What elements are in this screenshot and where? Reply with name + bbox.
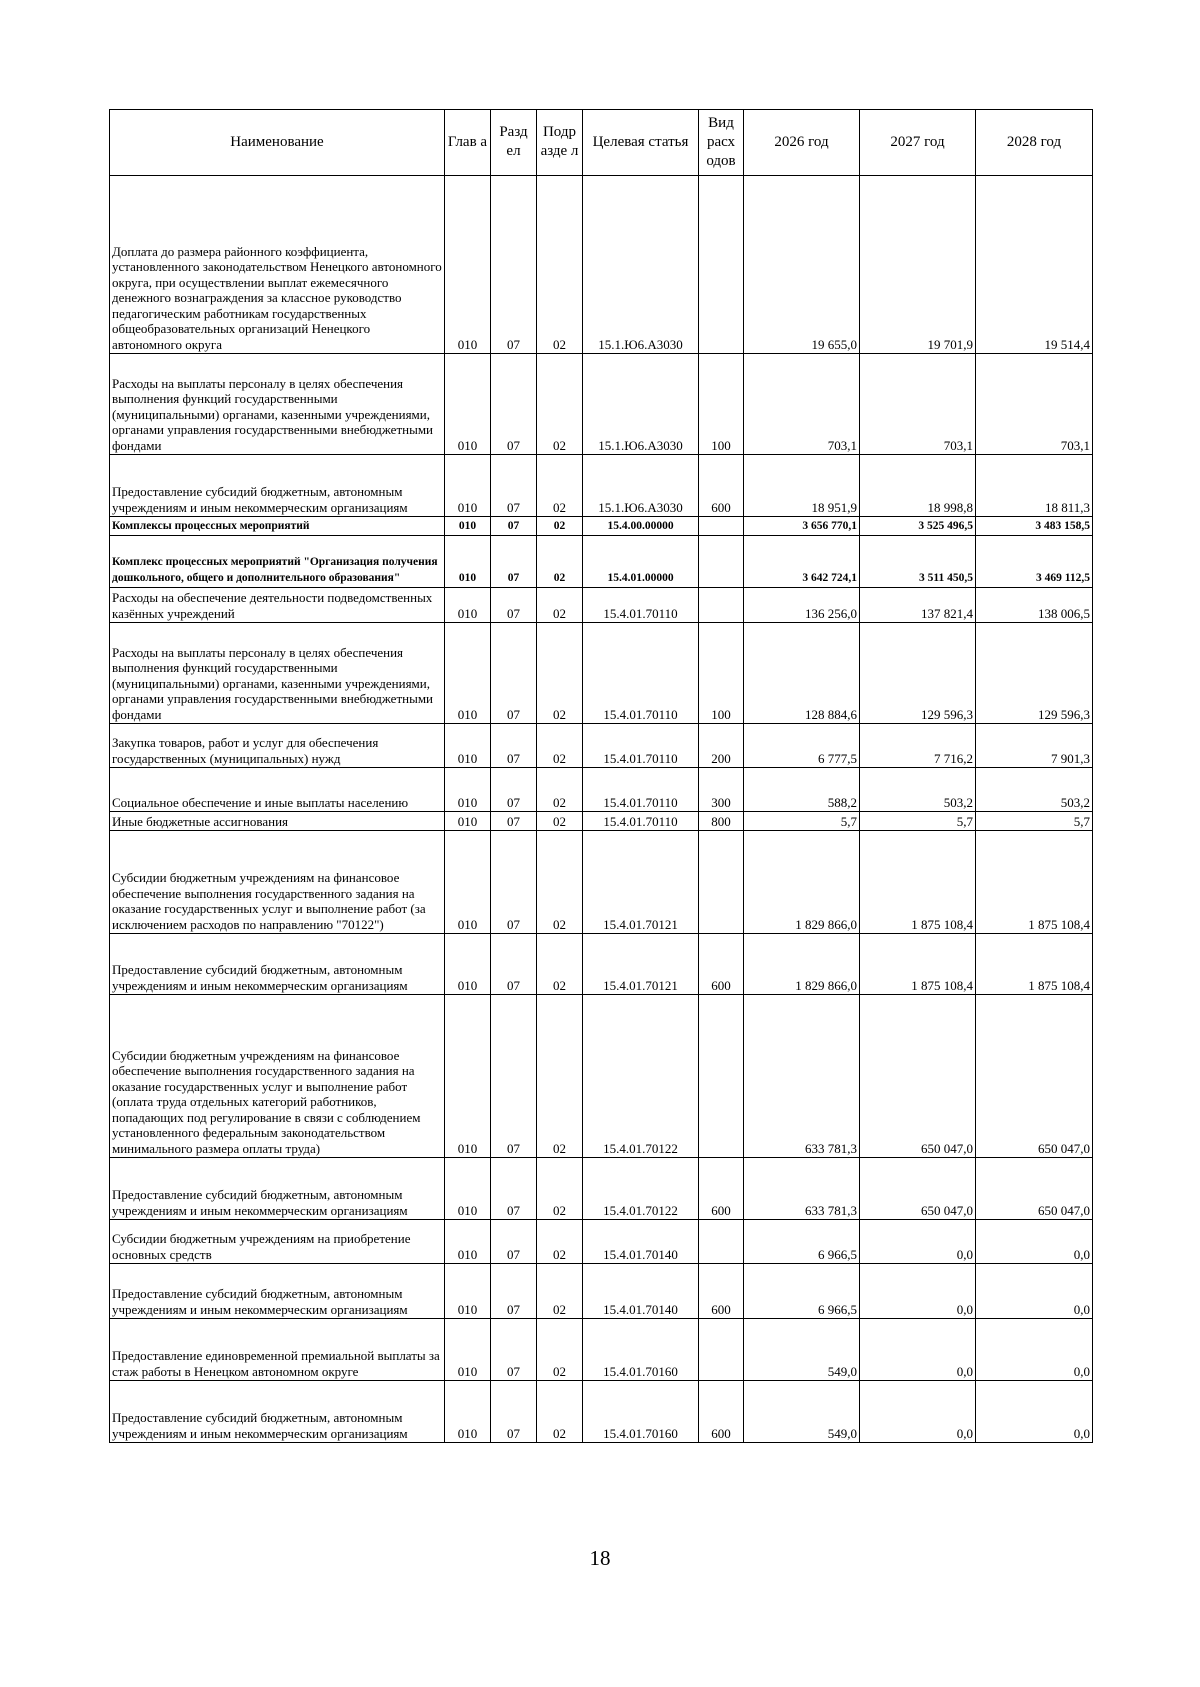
row-value-2027: 0,0: [860, 1319, 976, 1381]
row-name: Предоставление единовременной премиальной выплаты за стаж работы в Ненецком автономном округе: [110, 1319, 445, 1381]
row-value-2027: 0,0: [860, 1381, 976, 1443]
row-glava: 010: [445, 1220, 491, 1264]
row-razdel: 07: [491, 455, 537, 517]
row-podrazdel: 02: [537, 1381, 583, 1443]
row-name: Предоставление субсидий бюджетным, автономным учреждениям и иным некоммерческим организациям: [110, 1264, 445, 1319]
row-value-2026: 6 777,5: [744, 724, 860, 768]
row-value-2026: 588,2: [744, 768, 860, 812]
row-name: Комплексы процессных мероприятий: [110, 517, 445, 536]
row-target-article: 15.4.01.70140: [583, 1264, 699, 1319]
row-name: Расходы на выплаты персоналу в целях обеспечения выполнения функций государственными (муниципальными) органами, казенными учреждениями, органами управления государственными внебюджетными фондами: [110, 623, 445, 724]
row-razdel: 07: [491, 1319, 537, 1381]
row-name: Предоставление субсидий бюджетным, автономным учреждениям и иным некоммерческим организациям: [110, 934, 445, 995]
row-value-2028: 0,0: [976, 1319, 1093, 1381]
row-expense-type: [699, 517, 744, 536]
row-glava: 010: [445, 768, 491, 812]
row-expense-type: 600: [699, 934, 744, 995]
table-body: [110, 176, 1093, 1443]
row-razdel: 07: [491, 1381, 537, 1443]
row-value-2026: 633 781,3: [744, 995, 860, 1158]
table-row: [110, 831, 1093, 934]
header-expense-type: Вид расх одов: [699, 110, 744, 176]
row-value-2028: 19 514,4: [976, 176, 1093, 354]
table-row: [110, 934, 1093, 995]
row-razdel: 07: [491, 934, 537, 995]
row-target-article: 15.1.Ю6.А3030: [583, 354, 699, 455]
table-row: [110, 812, 1093, 831]
row-value-2028: 3 469 112,5: [976, 536, 1093, 588]
table-row: [110, 354, 1093, 455]
row-expense-type: 200: [699, 724, 744, 768]
row-value-2028: 0,0: [976, 1220, 1093, 1264]
row-value-2027: 18 998,8: [860, 455, 976, 517]
row-name: Субсидии бюджетным учреждениям на финансовое обеспечение выполнения государственного задания на оказание государственных услуг и выполнение работ (за исключением расходов по направлению "70122"): [110, 831, 445, 934]
row-value-2027: 503,2: [860, 768, 976, 812]
row-razdel: 07: [491, 623, 537, 724]
row-name: Предоставление субсидий бюджетным, автономным учреждениям и иным некоммерческим организациям: [110, 1381, 445, 1443]
row-target-article: 15.4.01.70110: [583, 724, 699, 768]
row-expense-type: [699, 536, 744, 588]
row-podrazdel: 02: [537, 934, 583, 995]
row-target-article: 15.4.01.70121: [583, 831, 699, 934]
table-row: [110, 724, 1093, 768]
row-value-2028: 138 006,5: [976, 588, 1093, 623]
row-glava: 010: [445, 354, 491, 455]
table-row: [110, 995, 1093, 1158]
row-value-2027: 3 525 496,5: [860, 517, 976, 536]
row-value-2027: 0,0: [860, 1264, 976, 1319]
row-glava: 010: [445, 588, 491, 623]
row-value-2028: 0,0: [976, 1264, 1093, 1319]
row-value-2026: 18 951,9: [744, 455, 860, 517]
row-name: Комплекс процессных мероприятий "Организация получения дошкольного, общего и дополнительного образования": [110, 536, 445, 588]
row-target-article: 15.4.01.00000: [583, 536, 699, 588]
row-podrazdel: 02: [537, 623, 583, 724]
header-2028: 2028 год: [976, 110, 1093, 176]
row-name: Социальное обеспечение и иные выплаты населению: [110, 768, 445, 812]
row-glava: 010: [445, 455, 491, 517]
row-razdel: 07: [491, 536, 537, 588]
row-name: Субсидии бюджетным учреждениям на приобретение основных средств: [110, 1220, 445, 1264]
row-value-2026: 19 655,0: [744, 176, 860, 354]
row-value-2028: 5,7: [976, 812, 1093, 831]
row-name: Иные бюджетные ассигнования: [110, 812, 445, 831]
row-value-2027: 0,0: [860, 1220, 976, 1264]
table-row: [110, 1158, 1093, 1220]
table-row: [110, 536, 1093, 588]
row-value-2027: 1 875 108,4: [860, 934, 976, 995]
row-value-2026: 3 656 770,1: [744, 517, 860, 536]
row-target-article: 15.1.Ю6.А3030: [583, 455, 699, 517]
row-target-article: 15.4.01.70121: [583, 934, 699, 995]
row-value-2026: 128 884,6: [744, 623, 860, 724]
row-name: Доплата до размера районного коэффициента, установленного законодательством Ненецкого автономного округа, при осуществлении выплат ежемесячного денежного вознаграждения за классное руководство педагогическим работникам государственных общеобразовательных организаций Ненецкого автономного округа: [110, 176, 445, 354]
header-glava: Глав а: [445, 110, 491, 176]
header-podrazdel: Подр азде л: [537, 110, 583, 176]
row-value-2026: 6 966,5: [744, 1264, 860, 1319]
row-value-2026: 1 829 866,0: [744, 831, 860, 934]
row-value-2026: 1 829 866,0: [744, 934, 860, 995]
row-razdel: 07: [491, 1264, 537, 1319]
row-target-article: 15.4.01.70122: [583, 1158, 699, 1220]
row-expense-type: 600: [699, 455, 744, 517]
row-value-2028: 650 047,0: [976, 1158, 1093, 1220]
header-name: Наименование: [110, 110, 445, 176]
row-expense-type: 100: [699, 623, 744, 724]
row-podrazdel: 02: [537, 1220, 583, 1264]
table-row: [110, 1220, 1093, 1264]
row-value-2026: 3 642 724,1: [744, 536, 860, 588]
row-glava: 010: [445, 812, 491, 831]
row-glava: 010: [445, 623, 491, 724]
table-row: [110, 768, 1093, 812]
row-podrazdel: 02: [537, 1319, 583, 1381]
row-podrazdel: 02: [537, 536, 583, 588]
row-podrazdel: 02: [537, 831, 583, 934]
row-target-article: 15.4.01.70110: [583, 768, 699, 812]
header-2027: 2027 год: [860, 110, 976, 176]
row-glava: 010: [445, 831, 491, 934]
row-podrazdel: 02: [537, 812, 583, 831]
row-target-article: 15.4.01.70110: [583, 588, 699, 623]
row-expense-type: [699, 176, 744, 354]
header-razdel: Разд ел: [491, 110, 537, 176]
row-razdel: 07: [491, 768, 537, 812]
row-glava: 010: [445, 724, 491, 768]
table-row: [110, 588, 1093, 623]
row-podrazdel: 02: [537, 724, 583, 768]
row-expense-type: 600: [699, 1381, 744, 1443]
header-target-article: Целевая статья: [583, 110, 699, 176]
row-target-article: 15.4.01.70110: [583, 623, 699, 724]
row-value-2026: 6 966,5: [744, 1220, 860, 1264]
row-value-2027: 650 047,0: [860, 995, 976, 1158]
row-target-article: 15.4.01.70110: [583, 812, 699, 831]
row-razdel: 07: [491, 176, 537, 354]
row-value-2027: 650 047,0: [860, 1158, 976, 1220]
budget-table: [109, 109, 1093, 1443]
row-value-2027: 19 701,9: [860, 176, 976, 354]
row-value-2026: 549,0: [744, 1381, 860, 1443]
row-podrazdel: 02: [537, 995, 583, 1158]
row-expense-type: [699, 1319, 744, 1381]
row-razdel: 07: [491, 831, 537, 934]
row-value-2028: 650 047,0: [976, 995, 1093, 1158]
row-glava: 010: [445, 517, 491, 536]
row-expense-type: [699, 588, 744, 623]
table-row: [110, 1381, 1093, 1443]
row-value-2028: 703,1: [976, 354, 1093, 455]
row-expense-type: 300: [699, 768, 744, 812]
row-glava: 010: [445, 1319, 491, 1381]
row-value-2028: 7 901,3: [976, 724, 1093, 768]
row-expense-type: [699, 995, 744, 1158]
row-value-2027: 3 511 450,5: [860, 536, 976, 588]
row-expense-type: 600: [699, 1264, 744, 1319]
row-expense-type: 600: [699, 1158, 744, 1220]
row-podrazdel: 02: [537, 1264, 583, 1319]
row-name: Расходы на выплаты персоналу в целях обеспечения выполнения функций государственными (муниципальными) органами, казенными учреждениями, органами управления государственными внебюджетными фондами: [110, 354, 445, 455]
row-value-2027: 7 716,2: [860, 724, 976, 768]
row-value-2026: 549,0: [744, 1319, 860, 1381]
row-name: Предоставление субсидий бюджетным, автономным учреждениям и иным некоммерческим организациям: [110, 1158, 445, 1220]
table-row: [110, 176, 1093, 354]
row-name: Предоставление субсидий бюджетным, автономным учреждениям и иным некоммерческим организациям: [110, 455, 445, 517]
row-podrazdel: 02: [537, 176, 583, 354]
row-value-2028: 3 483 158,5: [976, 517, 1093, 536]
row-target-article: 15.4.01.70140: [583, 1220, 699, 1264]
row-value-2027: 1 875 108,4: [860, 831, 976, 934]
row-glava: 010: [445, 1158, 491, 1220]
row-razdel: 07: [491, 1158, 537, 1220]
row-podrazdel: 02: [537, 455, 583, 517]
row-target-article: 15.4.01.70160: [583, 1319, 699, 1381]
table-row: [110, 1264, 1093, 1319]
row-value-2026: 5,7: [744, 812, 860, 831]
row-glava: 010: [445, 934, 491, 995]
row-value-2027: 137 821,4: [860, 588, 976, 623]
row-razdel: 07: [491, 1220, 537, 1264]
row-expense-type: 800: [699, 812, 744, 831]
row-razdel: 07: [491, 995, 537, 1158]
row-name: Закупка товаров, работ и услуг для обеспечения государственных (муниципальных) нужд: [110, 724, 445, 768]
row-glava: 010: [445, 176, 491, 354]
row-podrazdel: 02: [537, 1158, 583, 1220]
row-glava: 010: [445, 1264, 491, 1319]
row-glava: 010: [445, 1381, 491, 1443]
row-target-article: 15.1.Ю6.А3030: [583, 176, 699, 354]
row-razdel: 07: [491, 517, 537, 536]
row-target-article: 15.4.01.70122: [583, 995, 699, 1158]
page-number: 18: [589, 1546, 611, 1570]
row-value-2027: 129 596,3: [860, 623, 976, 724]
row-glava: 010: [445, 995, 491, 1158]
row-podrazdel: 02: [537, 768, 583, 812]
header-2026: 2026 год: [744, 110, 860, 176]
row-value-2028: 1 875 108,4: [976, 934, 1093, 995]
row-target-article: 15.4.00.00000: [583, 517, 699, 536]
row-name: Субсидии бюджетным учреждениям на финансовое обеспечение выполнения государственного задания на оказание государственных услуг и выполнение работ (оплата труда отдельных категорий работников, попадающих под регулирование в связи с соблюдением установленного федеральным законодательством минимального размера оплаты труда): [110, 995, 445, 1158]
row-name: Расходы на обеспечение деятельности подведомственных казённых учреждений: [110, 588, 445, 623]
row-podrazdel: 02: [537, 354, 583, 455]
row-razdel: 07: [491, 354, 537, 455]
row-value-2026: 136 256,0: [744, 588, 860, 623]
row-target-article: 15.4.01.70160: [583, 1381, 699, 1443]
row-razdel: 07: [491, 724, 537, 768]
row-value-2026: 633 781,3: [744, 1158, 860, 1220]
table-row: [110, 1319, 1093, 1381]
header-row: [110, 110, 1093, 176]
row-value-2028: 18 811,3: [976, 455, 1093, 517]
row-value-2027: 703,1: [860, 354, 976, 455]
row-expense-type: [699, 1220, 744, 1264]
row-value-2026: 703,1: [744, 354, 860, 455]
table-row: [110, 455, 1093, 517]
row-value-2028: 503,2: [976, 768, 1093, 812]
row-podrazdel: 02: [537, 517, 583, 536]
row-expense-type: 100: [699, 354, 744, 455]
row-expense-type: [699, 831, 744, 934]
row-value-2028: 129 596,3: [976, 623, 1093, 724]
row-value-2027: 5,7: [860, 812, 976, 831]
row-glava: 010: [445, 536, 491, 588]
row-value-2028: 1 875 108,4: [976, 831, 1093, 934]
row-razdel: 07: [491, 588, 537, 623]
row-razdel: 07: [491, 812, 537, 831]
table-row: [110, 623, 1093, 724]
row-value-2028: 0,0: [976, 1381, 1093, 1443]
table-row: [110, 517, 1093, 536]
row-podrazdel: 02: [537, 588, 583, 623]
